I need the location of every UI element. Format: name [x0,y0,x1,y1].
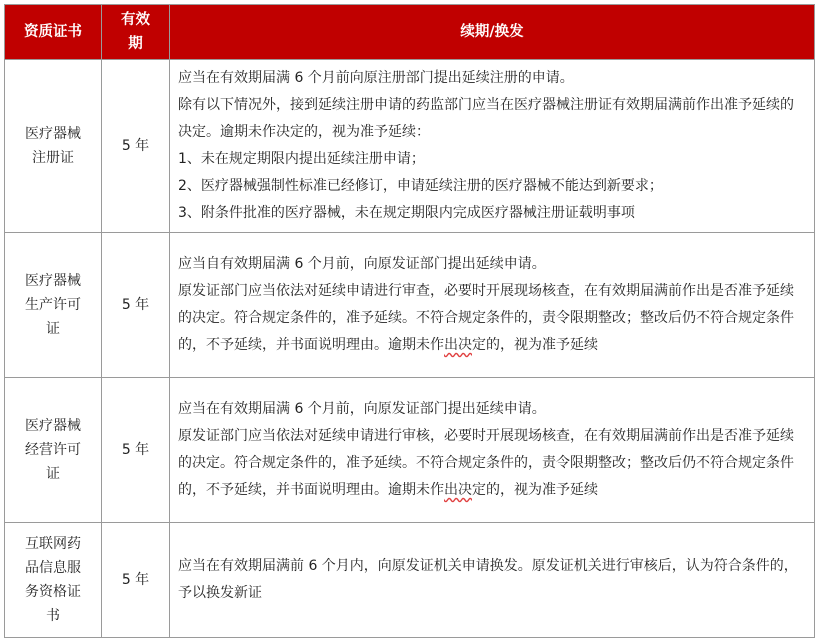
table-row [5,378,815,523]
certificate-table [4,4,815,638]
table-header-row [5,5,815,60]
cert-name [5,60,102,233]
header-years-label: 有效期 [121,12,150,52]
desc-line: 应当在有效期届满 6 个月前向原注册部门提出延续注册的申请。 [178,70,574,86]
desc-line: 2、医疗器械强制性标准已经修订，申请延续注册的医疗器械不能达到新要求； [178,178,663,194]
spellcheck-underline: 出决 [444,482,472,498]
cert-desc [170,233,815,378]
table-row [5,233,815,378]
cert-name [5,378,102,523]
cert-desc [170,378,815,523]
cert-years: 5 年 [102,233,170,378]
header-renew: 续期/换发 [170,5,815,60]
cert-name-text: 医疗器械生产许可证 [25,273,81,337]
desc-line: 应当在有效期届满 6 个月前，向原发证部门提出延续申请。 [178,401,546,417]
desc-line: 除有以下情况外，接到延续注册申请的药监部门应当在医疗器械注册证有效期届满前作出准予延续的决定。逾期未作决定的，视为准予延续： [178,97,794,140]
table-row [5,60,815,233]
header-years [102,5,170,60]
cert-desc [170,523,815,638]
cert-name [5,523,102,638]
cert-years: 5 年 [102,378,170,523]
table-row [5,523,815,638]
desc-line: 3、附条件批准的医疗器械，未在规定期限内完成医疗器械注册证载明事项 [178,205,635,221]
cert-name-text: 医疗器械注册证 [25,126,81,166]
cert-years: 5 年 [102,523,170,638]
cert-years: 5 年 [102,60,170,233]
desc-line: 原发证部门应当依法对延续申请进行审查，必要时开展现场核查，在有效期届满前作出是否准予延续的决定。符合规定条件的，准予延续。不符合规定条件的，责令限期整改；整改后仍不符合规定条件的，不予延续，并书面说明理由。逾期未作出决定的，视为准予延续 [178,283,794,353]
desc-line: 应当在有效期届满前 6 个月内，向原发证机关申请换发。原发证机关进行审核后，认为符合条件的，予以换发新证 [178,558,798,601]
cert-desc [170,60,815,233]
desc-line: 1、未在规定期限内提出延续注册申请； [178,151,425,167]
spellcheck-underline: 出决 [444,337,472,353]
desc-line: 原发证部门应当依法对延续申请进行审核，必要时开展现场核查，在有效期届满前作出是否准予延续的决定。符合规定条件的，准予延续。不符合规定条件的，责令限期整改；整改后仍不符合规定条件的，不予延续，并书面说明理由。逾期未作出决定的，视为准予延续 [178,428,794,498]
desc-line: 应当自有效期届满 6 个月前，向原发证部门提出延续申请。 [178,256,546,272]
cert-name [5,233,102,378]
cert-name-text: 互联网药品信息服务资格证书 [25,536,81,624]
header-cert: 资质证书 [5,5,102,60]
cert-name-text: 医疗器械经营许可证 [25,418,81,482]
